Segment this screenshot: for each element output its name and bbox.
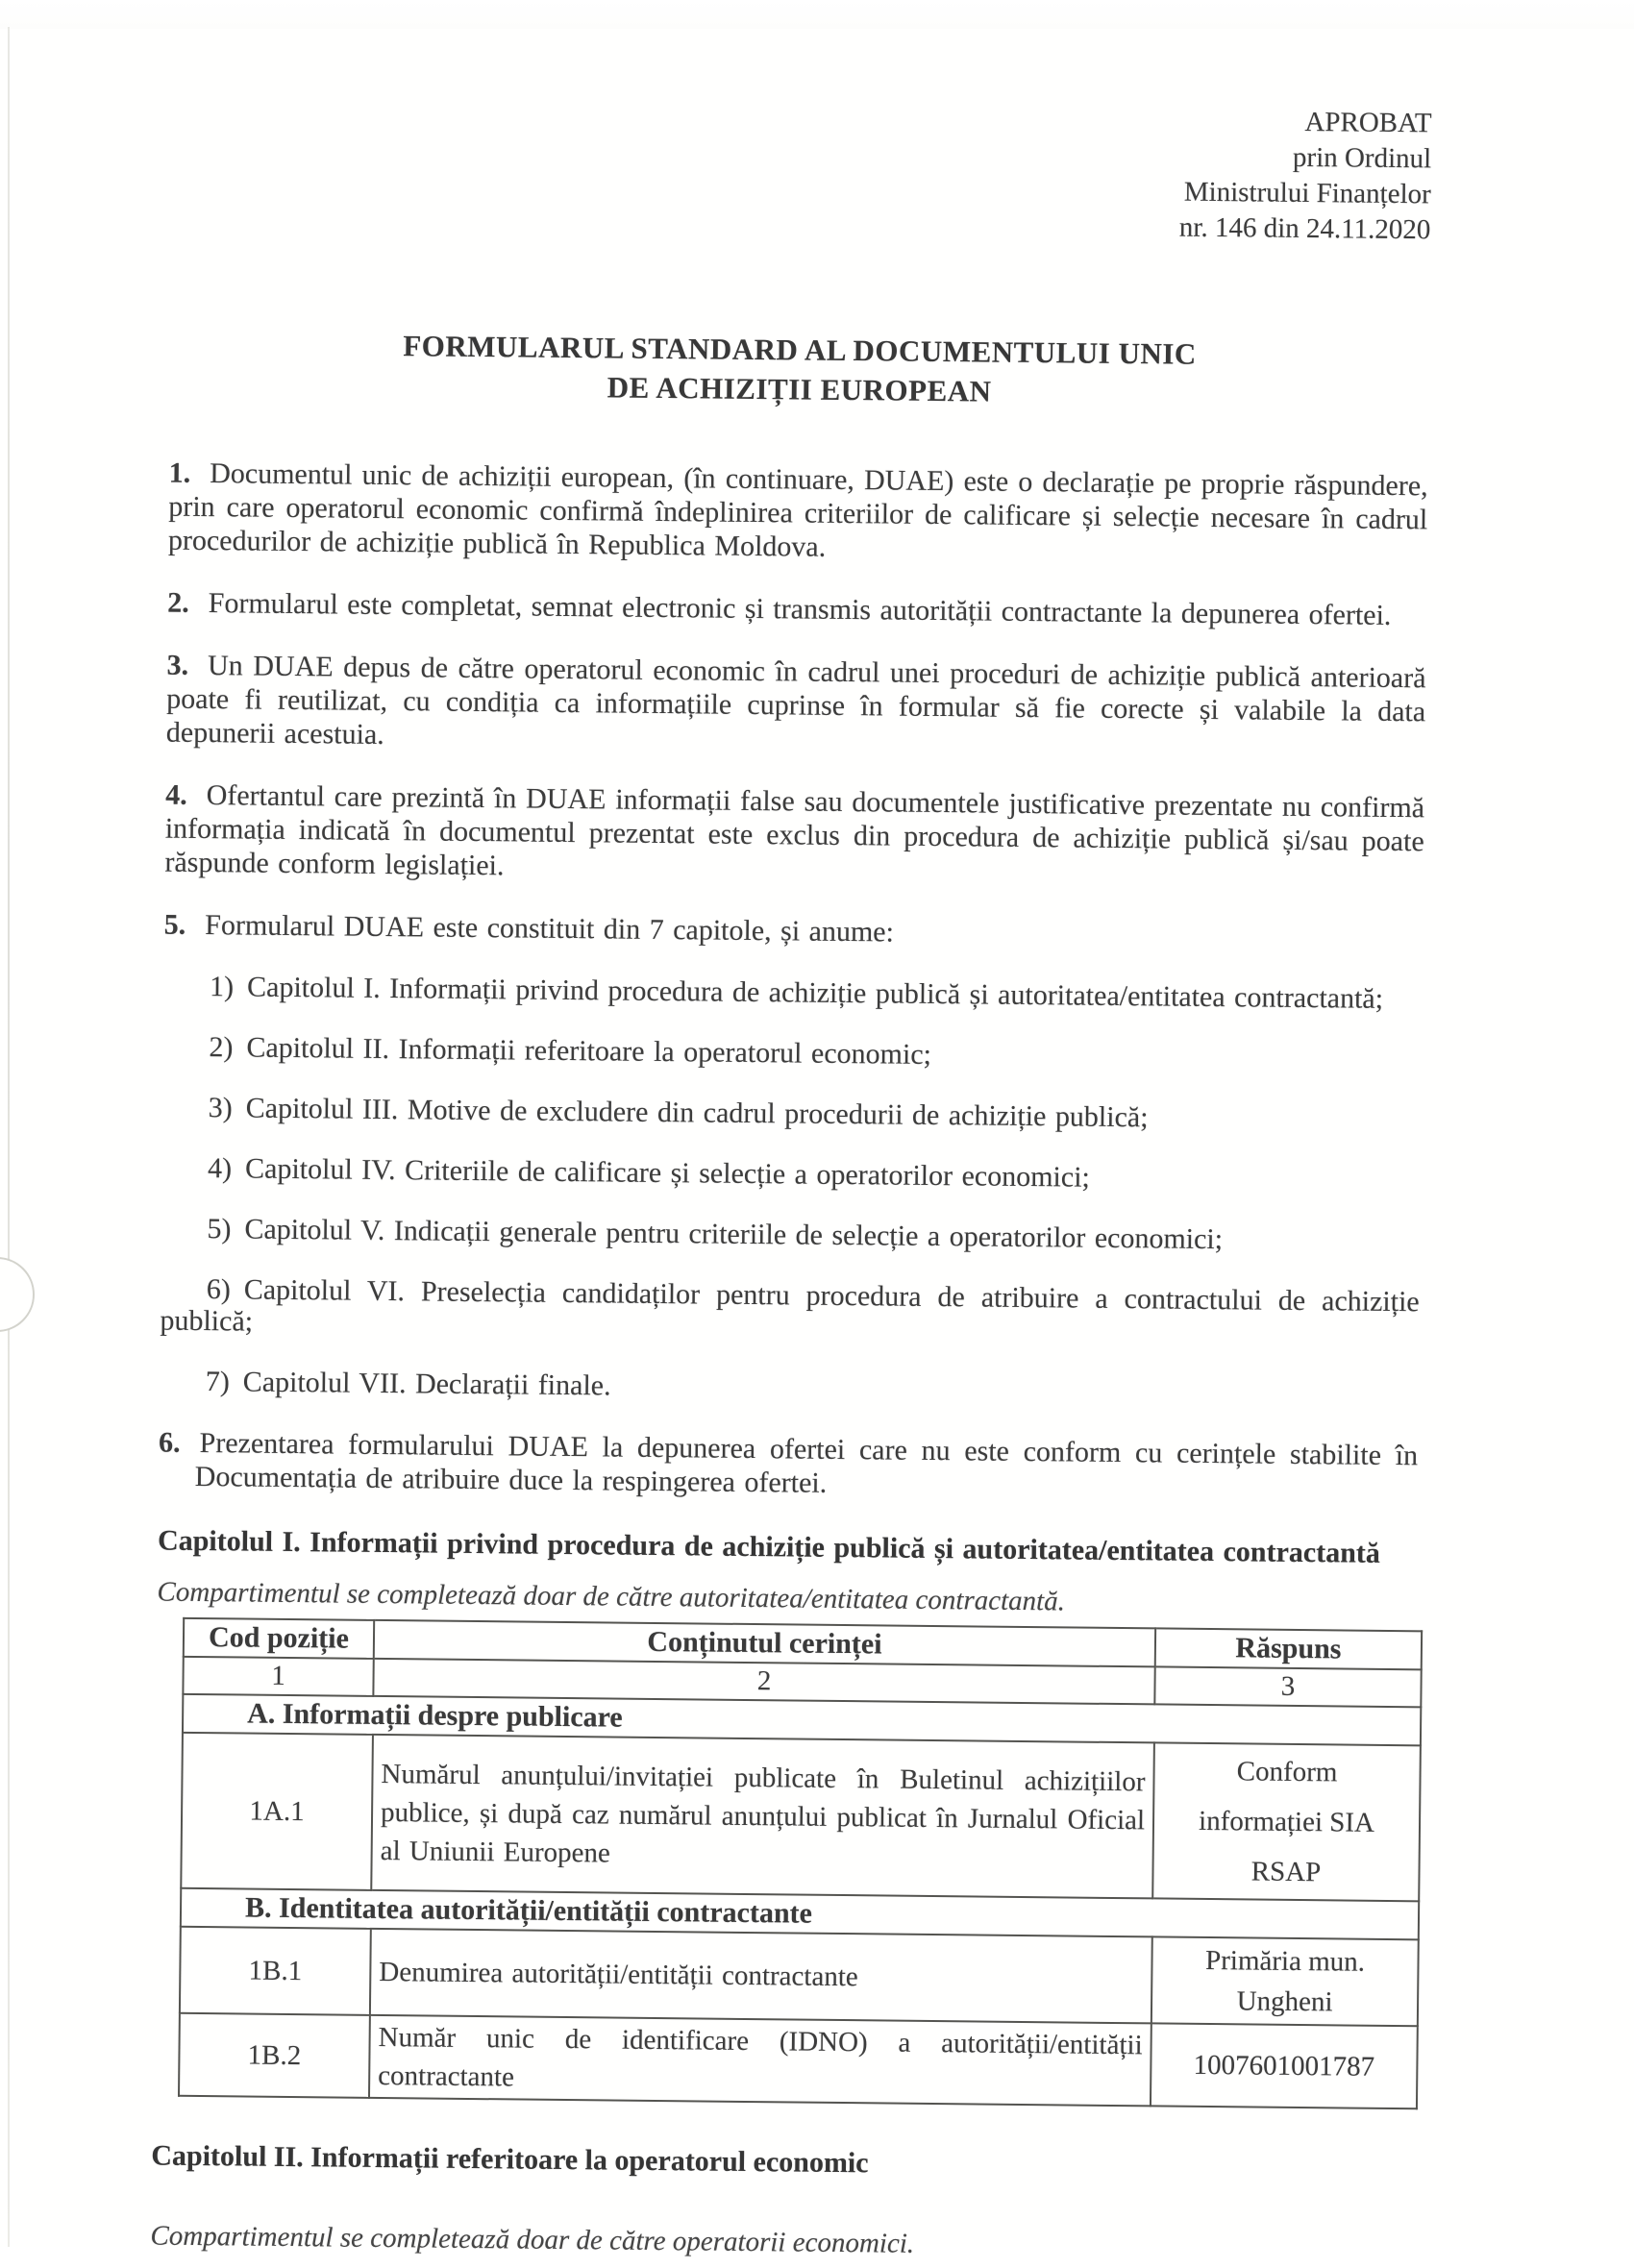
column-number: 1: [183, 1657, 373, 1696]
section-a-title: A. Informații despre publicare: [183, 1694, 1421, 1745]
paragraph-1: [168, 456, 1428, 571]
document-title-line-2: DE ACHIZIȚII EUROPEAN: [607, 370, 992, 408]
column-number: 2: [373, 1659, 1154, 1705]
section-b-title: B. Identitatea autorității/entității contractante: [181, 1888, 1419, 1939]
item-number: 5): [207, 1213, 232, 1245]
row-code: 1B.1: [180, 1927, 371, 2015]
item-number: 4): [207, 1152, 233, 1185]
paragraph-number: 3.: [166, 649, 189, 681]
column-header-requirement: Conținutul cerinței: [374, 1620, 1155, 1667]
paragraph-text: Prezentarea formularului DUAE la depunerea ofertei care nu este conform cu cerințele stabilite în Documentația de atribuire duce la respingerea ofertei.: [194, 1426, 1419, 1499]
item-number: 1): [209, 971, 235, 1003]
table-row: [181, 1733, 1421, 1901]
chapter-1-note: Compartimentul se completează doar de către autoritatea/entitatea contractantă.: [157, 1576, 1066, 1617]
answer-line: 1007601001787: [1193, 2049, 1375, 2083]
row-answer: [1151, 1936, 1419, 2026]
chapter-2-note: Compartimentul se completează doar de către operatorii economici.: [150, 2220, 915, 2259]
row-code: 1B.2: [179, 2013, 370, 2098]
row-requirement: Denumirea autorității/entității contractante: [370, 1929, 1152, 2024]
paragraph-2: [167, 586, 1426, 633]
paragraph-text: Formularul este completat, semnat electronic și transmis autorității contractante la depunerea ofertei.: [208, 587, 1392, 631]
item-text: Capitolul IV. Criteriile de calificare și selecție a operatorilor economici;: [244, 1152, 1091, 1194]
paragraph-number: 5.: [163, 908, 186, 941]
document-title-line-1: FORMULARUL STANDARD AL DOCUMENTULUI UNIC: [403, 329, 1197, 371]
column-header-answer: Răspuns: [1155, 1628, 1422, 1669]
item-text: Capitolul VI. Preselecția candidaților pentru procedura de atribuire a contractului de achiziție publică;: [160, 1273, 1420, 1338]
row-requirement: Numărul anunțului/invitației publicate în Buletinul achizițiilor publice, și după caz numărul anunțului publicat în Jurnalul Oficial al Uniunii Europene: [371, 1735, 1154, 1899]
item-number: 7): [205, 1366, 230, 1398]
paragraph-6: [159, 1426, 1419, 1507]
answer-line: Ungheni: [1236, 1985, 1333, 2018]
paragraph-number: 2.: [167, 586, 189, 619]
item-number: 2): [209, 1031, 234, 1064]
paragraph-text: Formularul DUAE este constituit din 7 capitole, și anume:: [205, 909, 895, 949]
paragraph-text: Documentul unic de achiziții european, (în continuare, DUAE) este o declarație pe proprie răspundere, prin care operatorul economic confirmă îndeplinirea criteriilor de calificare și selecție necesare în cadrul procedurilor de achiziție publică în Republica Moldova.: [167, 457, 1428, 563]
chapter-list-item-1: [163, 971, 1423, 1016]
column-header-code: Cod poziție: [184, 1618, 374, 1659]
chapter-list-item-4: [161, 1152, 1421, 1197]
item-number: 6): [206, 1273, 231, 1306]
body-text: [159, 456, 1428, 1507]
answer-line: Conform: [1236, 1756, 1338, 1788]
chapter-2-heading: Capitolul II. Informații referitoare la operatorul economic: [151, 2139, 869, 2180]
approval-block: [171, 93, 1431, 249]
approval-line: nr. 146 din 24.11.2020: [1178, 211, 1431, 246]
chapter-list-item-2: [162, 1031, 1422, 1076]
paragraph-3: [166, 649, 1426, 763]
chapter-list-item-6: [160, 1273, 1420, 1350]
item-number: 3): [208, 1092, 233, 1124]
table-row: [179, 2013, 1418, 2108]
approval-line: Ministrului Finanțelor: [1183, 176, 1431, 210]
table-row: [180, 1927, 1419, 2026]
approval-line: prin Ordinul: [1292, 141, 1432, 175]
approval-line: APROBAT: [1304, 106, 1432, 139]
document-title: [169, 324, 1429, 416]
paragraph-5: [164, 908, 1424, 955]
item-text: Capitolul I. Informații privind procedura de achiziție publică și autoritatea/entitatea contractantă;: [246, 971, 1384, 1015]
paragraph-number: 6.: [158, 1426, 181, 1459]
paragraph-text: Un DUAE depus de către operatorul economic în cadrul unei proceduri de achiziție publică anterioară poate fi reutilizat, cu condiția ca informațiile cuprinse în formular să fie corecte și valabile la data depunerii acestuia.: [165, 650, 1426, 751]
paragraph-number: 1.: [168, 456, 191, 489]
item-text: Capitolul VII. Declarații finale.: [242, 1366, 611, 1402]
row-requirement: Număr unic de identificare (IDNO) a autorității/entității contractante: [369, 2015, 1151, 2107]
answer-line: RSAP: [1250, 1856, 1322, 1888]
answer-line: informației SIA: [1198, 1805, 1375, 1838]
item-text: Capitolul III. Motive de excludere din cadrul procedurii de achiziție publică;: [245, 1092, 1149, 1134]
row-answer: [1152, 1742, 1421, 1901]
item-text: Capitolul V. Indicații generale pentru criteriile de selecție a operatorilor economici;: [244, 1213, 1224, 1256]
requirements-table: [178, 1617, 1423, 2109]
row-code: 1A.1: [181, 1733, 373, 1890]
paragraph-4: [164, 778, 1424, 893]
column-number: 3: [1154, 1666, 1421, 1707]
chapter-1-heading: Capitolul I. Informații privind procedura de achiziție publică și autoritatea/entitatea contractantă: [157, 1524, 1381, 1569]
chapter-list-item-5: [161, 1213, 1420, 1258]
paragraph-text: Ofertantul care prezintă în DUAE informații false sau documentele justificative prezentate nu confirmă informația indicată în documentul prezentat este exclus din procedura de achiziție publică și/sau poate răspunde conform legislației.: [164, 779, 1425, 882]
row-answer: [1151, 2023, 1418, 2108]
chapter-list-item-3: [162, 1092, 1422, 1137]
chapter-list-item-7: [160, 1366, 1419, 1411]
item-text: Capitolul II. Informații referitoare la operatorul economic;: [246, 1031, 932, 1071]
answer-line: Primăria mun.: [1204, 1944, 1366, 1978]
paragraph-number: 4.: [165, 778, 187, 811]
